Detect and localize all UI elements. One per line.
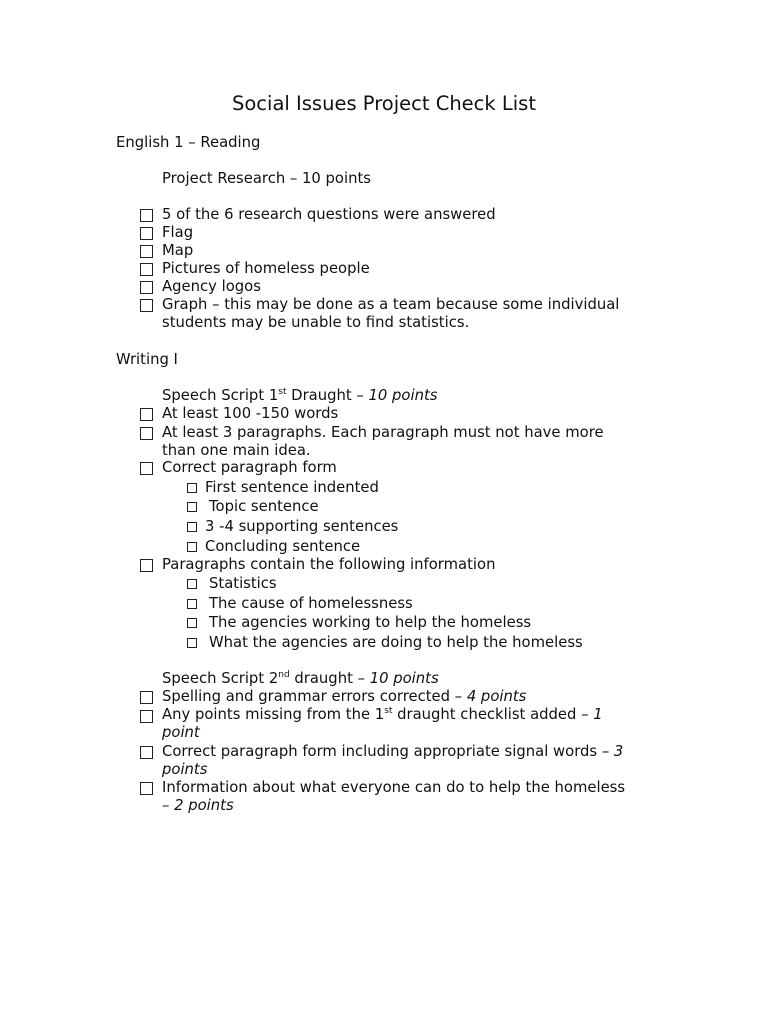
item-missing-points-line1: Any points missing from the 1st draught checklist added – 1 [162, 706, 603, 723]
checkbox-information[interactable] [140, 782, 153, 795]
item-spelling: Spelling and grammar errors corrected – 4 points [162, 688, 527, 705]
subitem-topic-sentence: Topic sentence [209, 498, 319, 515]
checkbox-paragraph-count[interactable] [140, 427, 153, 440]
item-graph-line1: Graph – this may be done as a team because some individual [162, 296, 620, 313]
subitem-statistics: Statistics [209, 575, 277, 592]
subitem-first-sentence: First sentence indented [205, 479, 379, 496]
research-heading: Project Research – 10 points [162, 170, 371, 187]
subcheckbox-agencies-doing[interactable] [187, 638, 197, 648]
checkbox-map[interactable] [140, 245, 153, 258]
item-flag: Flag [162, 224, 194, 241]
checkbox-graph[interactable] [140, 299, 153, 312]
item-signal-words-line1: Correct paragraph form including appropriate signal words – 3 [162, 743, 624, 760]
checkbox-missing-points[interactable] [140, 710, 153, 723]
item-paragraphs-line2: than one main idea. [162, 442, 311, 459]
subcheckbox-concluding-sentence[interactable] [187, 542, 197, 552]
checkbox-agency-logos[interactable] [140, 281, 153, 294]
checkbox-flag[interactable] [140, 227, 153, 240]
draft2-heading: Speech Script 2nd draught – 10 points [162, 670, 439, 687]
checkbox-spelling[interactable] [140, 691, 153, 704]
subcheckbox-supporting-sentences[interactable] [187, 522, 197, 532]
subitem-agencies-doing: What the agencies are doing to help the homeless [209, 634, 583, 651]
item-agency-logos: Agency logos [162, 278, 261, 295]
item-signal-words-line2: points [162, 761, 208, 778]
checkbox-word-count[interactable] [140, 408, 153, 421]
item-map: Map [162, 242, 194, 259]
subcheckbox-topic-sentence[interactable] [187, 502, 197, 512]
item-research-questions: 5 of the 6 research questions were answered [162, 206, 496, 223]
subcheckbox-first-sentence[interactable] [187, 483, 197, 493]
subcheckbox-agencies-working[interactable] [187, 618, 197, 628]
checkbox-paragraph-form[interactable] [140, 462, 153, 475]
subitem-agencies-working: The agencies working to help the homeless [209, 614, 532, 631]
checkbox-pictures[interactable] [140, 263, 153, 276]
draft1-heading: Speech Script 1st Draught – 10 points [162, 387, 438, 404]
item-graph-line2: students may be unable to find statistics. [162, 314, 470, 331]
item-information-line2: – 2 points [162, 797, 234, 814]
page-title: Social Issues Project Check List [232, 92, 536, 115]
item-paragraphs-line1: At least 3 paragraphs. Each paragraph must not have more [162, 424, 604, 441]
subitem-supporting-sentences: 3 -4 supporting sentences [205, 518, 399, 535]
subitem-cause: The cause of homelessness [209, 595, 413, 612]
checkbox-paragraph-content[interactable] [140, 559, 153, 572]
item-paragraph-content: Paragraphs contain the following information [162, 556, 496, 573]
item-word-count: At least 100 -150 words [162, 405, 339, 422]
item-pictures: Pictures of homeless people [162, 260, 370, 277]
section-heading-english: English 1 – Reading [116, 134, 261, 151]
subitem-concluding-sentence: Concluding sentence [205, 538, 361, 555]
item-paragraph-form: Correct paragraph form [162, 459, 337, 476]
section-heading-writing: Writing I [116, 351, 178, 368]
item-information-line1: Information about what everyone can do to help the homeless [162, 779, 626, 796]
item-missing-points-line2: point [162, 724, 200, 741]
subcheckbox-statistics[interactable] [187, 579, 197, 589]
subcheckbox-cause[interactable] [187, 599, 197, 609]
checkbox-signal-words[interactable] [140, 746, 153, 759]
checkbox-research-questions[interactable] [140, 209, 153, 222]
